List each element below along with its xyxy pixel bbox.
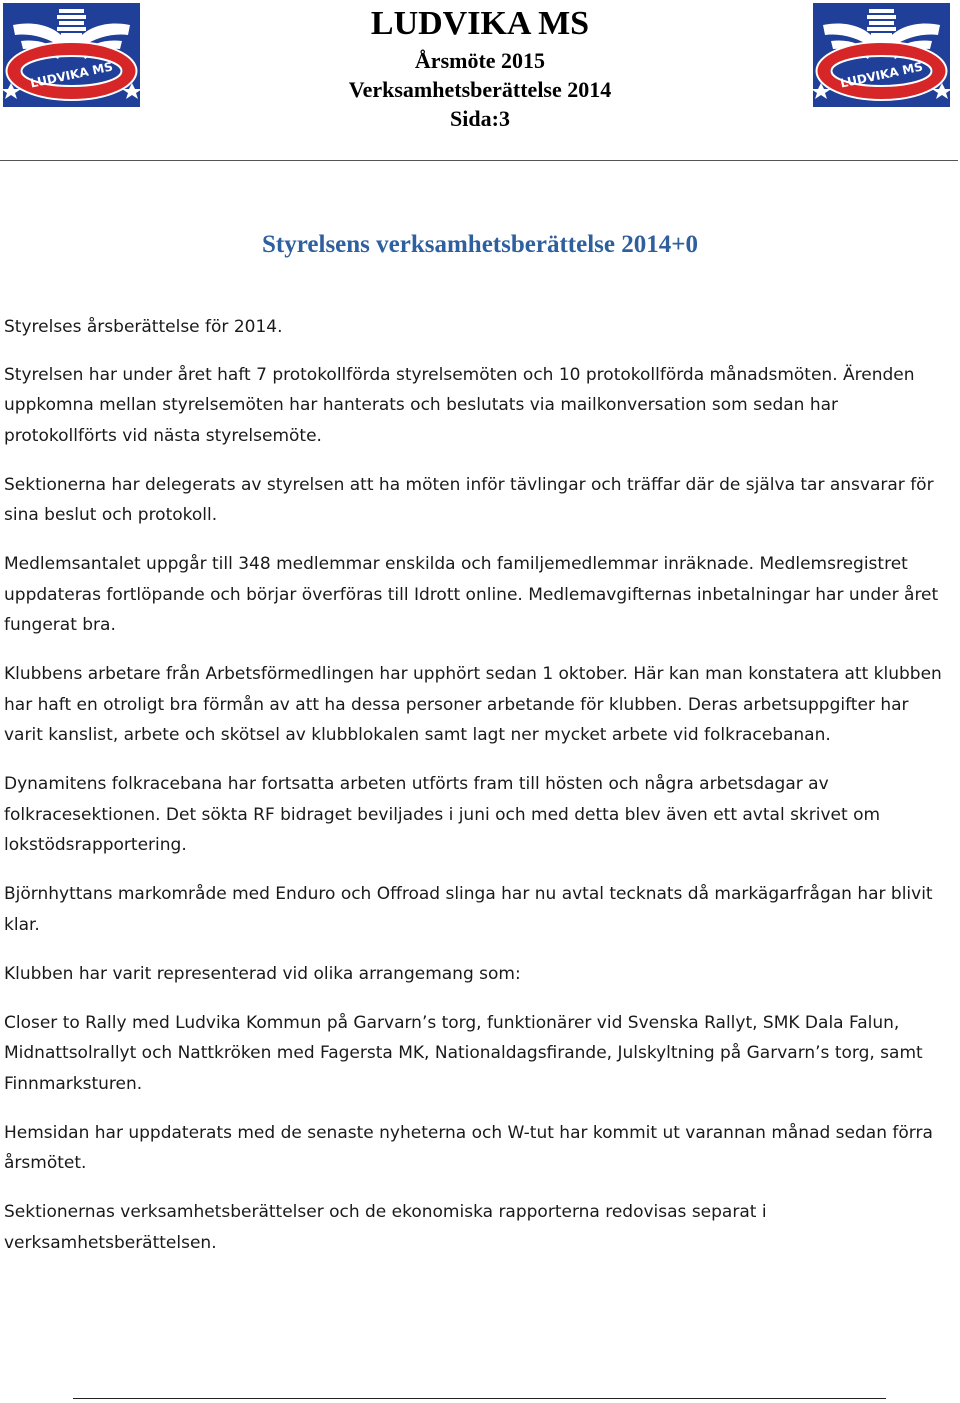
club-emblem-icon	[3, 3, 140, 107]
signature-line	[73, 1398, 886, 1399]
svg-text:LUDVIKA MS: LUDVIKA MS	[838, 59, 925, 91]
paragraph-intro: Styrelses årsberättelse för 2014.	[4, 317, 283, 337]
paragraph-website: Hemsidan har uppdaterats med de senaste nyheterna och W-tut har kommit ut varannan månad sedan förra årsmötet.	[4, 1122, 933, 1173]
club-logo-right	[813, 3, 950, 107]
club-emblem-icon	[813, 3, 950, 107]
paragraph-enduro-area: Björnhyttans markområde med Enduro och Offroad slinga har nu avtal tecknats då markägarfrågan har blivit klar.	[4, 884, 933, 935]
paragraph-events-intro: Klubben har varit representerad vid olika arrangemang som:	[4, 963, 521, 984]
report-title: Verksamhetsberättelse 2014	[348, 77, 612, 102]
paragraph-folkrace-track: Dynamitens folkracebana har fortsatta arbeten utförts fram till hösten och några arbetsdagar av folkracesektionen. Det sökta RF bidraget beviljades i juni och med detta blev även ett avtal skrivet om lokstödsrapportering.	[4, 774, 881, 855]
page-number: Sida:3	[450, 106, 510, 131]
paragraph-section-reports: Sektionernas verksamhetsberättelser och de ekonomiska rapporterna redovisas separat i verksamhetsberättelsen.	[4, 1202, 767, 1253]
meeting-title: Årsmöte 2015	[414, 48, 546, 73]
paragraph-workers: Klubbens arbetare från Arbetsförmedlingen har upphört sedan 1 oktober. Här kan man konstatera att klubben har haft en otroligt bra förmån av att ha dessa personer arbetande för klubben. Deras arbetsuppgifter har varit kanslist, arbete och skötsel av klubblokalen samt lagt ner mycket arbete vid folkracebanan.	[4, 664, 942, 745]
paragraph-members: Medlemsantalet uppgår till 348 medlemmar enskilda och familjemedlemmar inräknade. Medlemsregistret uppdateras fortlöpande och börjar överföras till Idrott online. Medlemavgifternas inbetalningar har under året fungerat bra.	[4, 554, 939, 635]
document-title: Styrelsens verksamhetsberättelse 2014+0	[262, 231, 698, 258]
paragraph-events-list: Closer to Rally med Ludvika Kommun på Garvarn’s torg, funktionärer vid Svenska Rallyt, SMK Dala Falun, Midnattsolrallyt och Nattkröken med Fagersta MK, Nationaldagsfirande, Julskyltning på Garvarn’s torg, samt Finnmarksturen.	[4, 1012, 923, 1094]
paragraph-sections: Sektionerna har delegerats av styrelsen att ha möten inför tävlingar och träffar där de själva tar ansvarar för sina beslut och protokoll.	[4, 474, 934, 525]
svg-text:LUDVIKA MS: LUDVIKA MS	[28, 59, 115, 91]
document-body	[4, 312, 952, 1277]
club-name: LUDVIKA MS	[370, 5, 590, 42]
document-header	[150, 0, 810, 133]
club-logo-left	[3, 3, 140, 107]
header-divider	[0, 160, 958, 161]
paragraph-board-meetings: Styrelsen har under året haft 7 protokollförda styrelsemöten och 10 protokollförda månadsmöten. Ärenden uppkomna mellan styrelsemöten har hanterats och beslutats via mailkonversation som sedan har protokollförts vid nästa styrelsemöte.	[4, 364, 915, 446]
